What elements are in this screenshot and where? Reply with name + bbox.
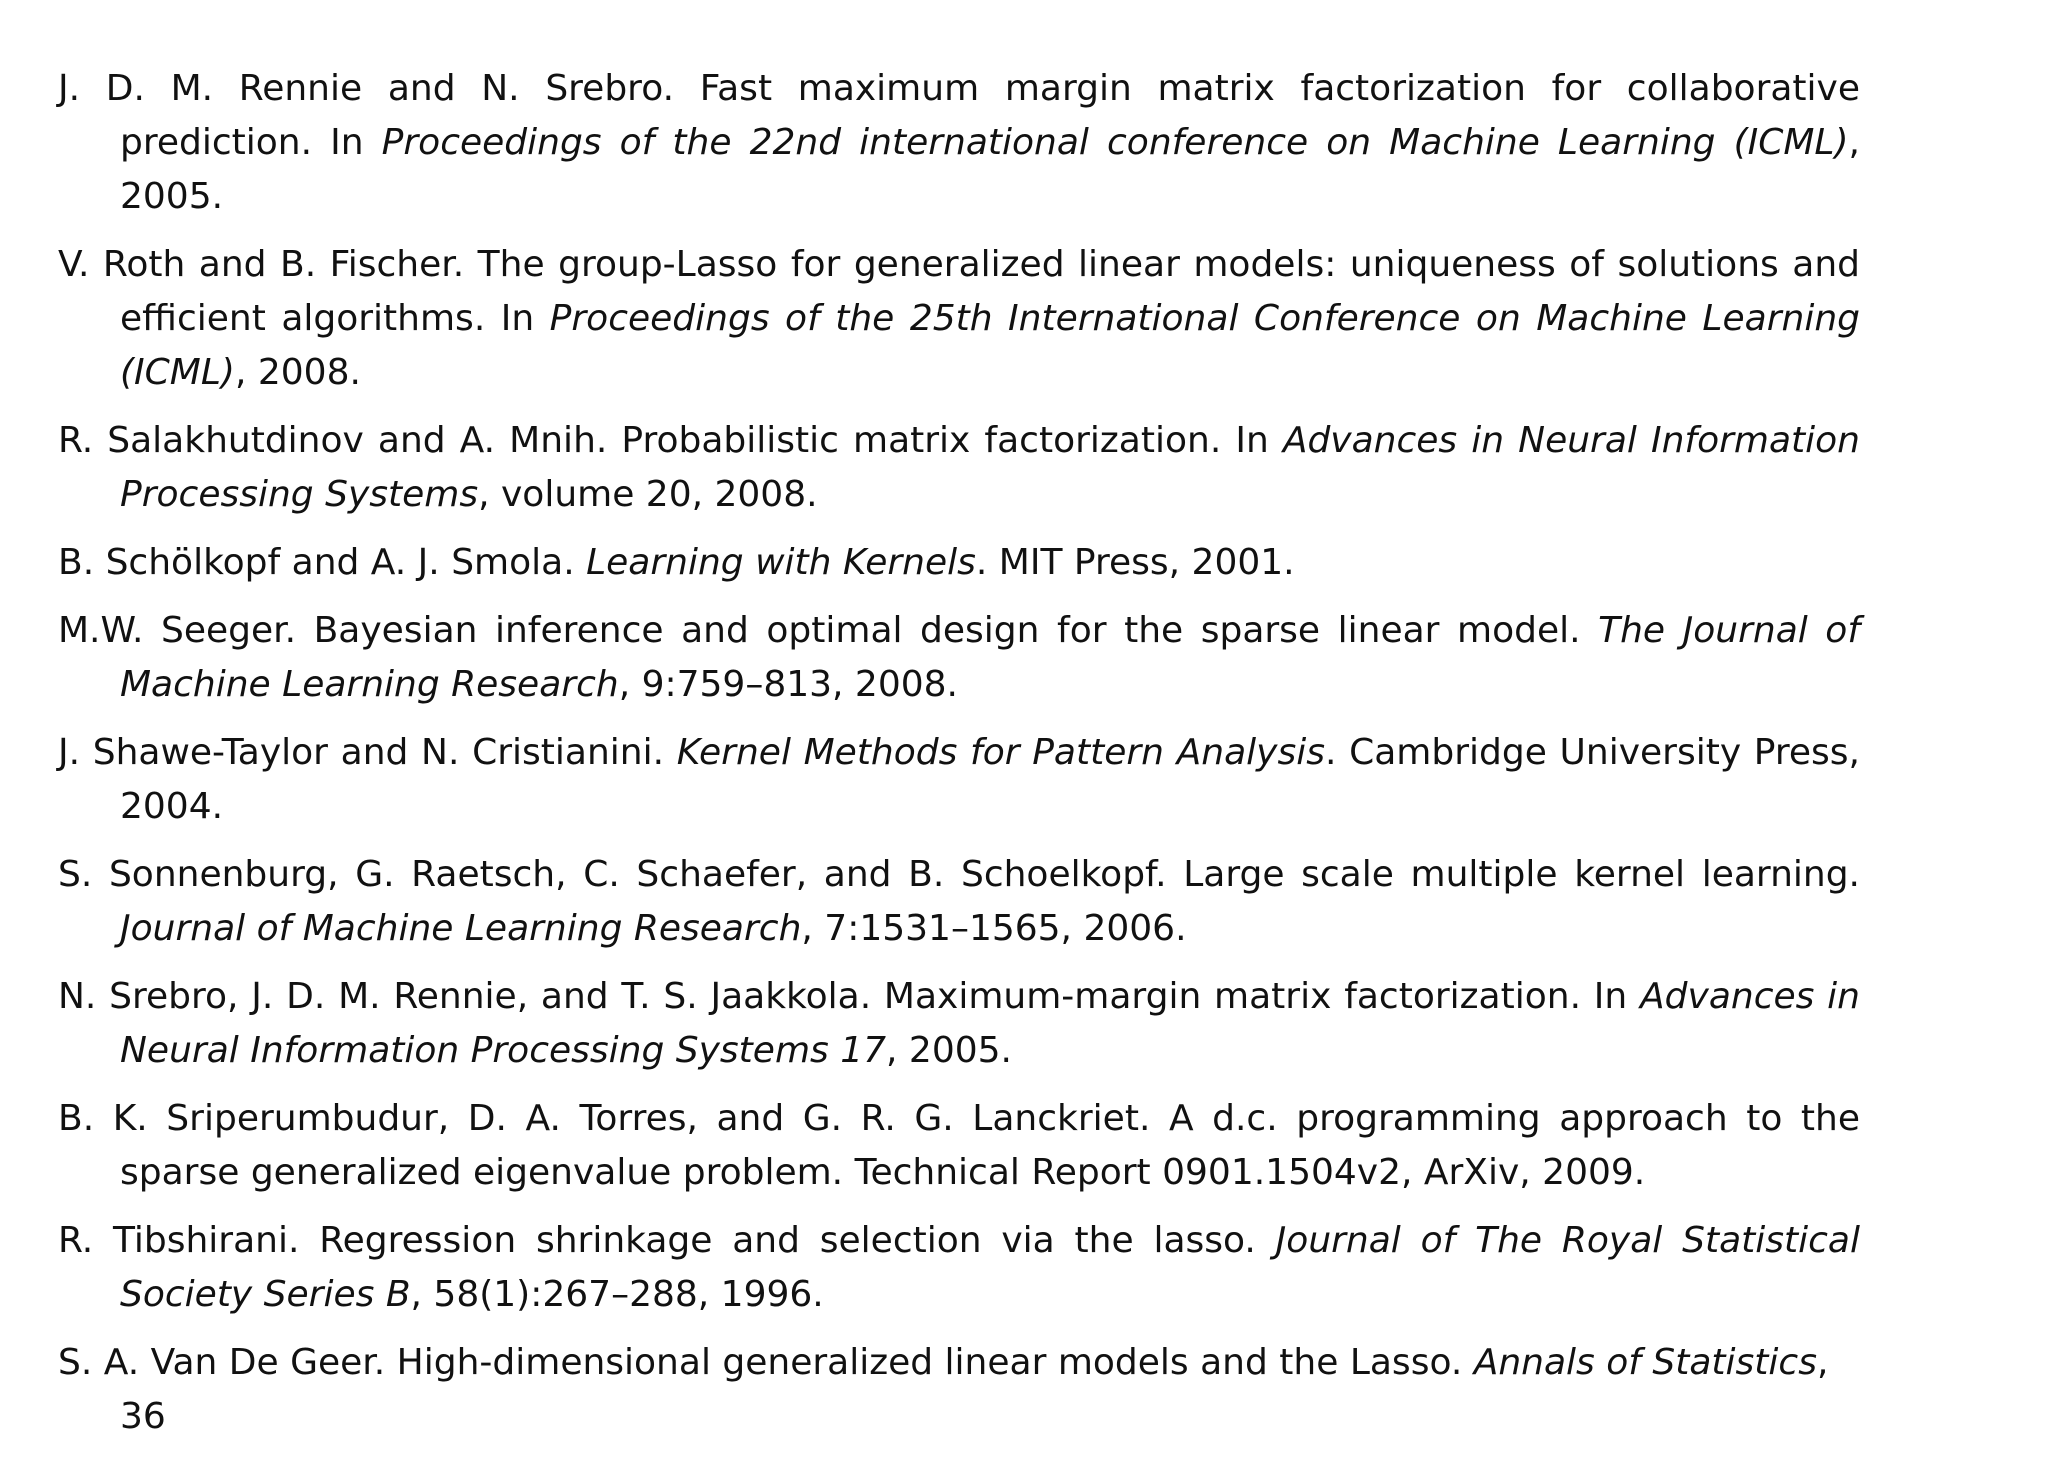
reference-venue: Advances in Neural Information Processing Systems 17	[120, 976, 1860, 1071]
reference-venue: Annals of Statistics	[1473, 1342, 1817, 1383]
reference-entry	[58, 1092, 1860, 1200]
reference-details: , 2005.	[120, 122, 1860, 217]
reference-authors-title: V. Roth and B. Fischer. The group-Lasso for generalized linear models: uniqueness of solutions and efficient algorithms. In	[58, 244, 1860, 339]
reference-venue: The Journal of Machine Learning Research	[120, 610, 1861, 705]
reference-venue: Advances in Neural Information Processing Systems	[120, 420, 1860, 515]
reference-details: , 58(1):267–288, 1996.	[410, 1274, 824, 1315]
reference-authors-title: R. Tibshirani. Regression shrinkage and selection via the lasso.	[58, 1220, 1276, 1261]
reference-entry	[58, 970, 1860, 1078]
reference-authors-title: R. Salakhutdinov and A. Mnih. Probabilistic matrix factorization. In	[58, 420, 1283, 461]
reference-authors-title: B. K. Sriperumbudur, D. A. Torres, and G. R. G. Lanckriet. A d.c. programming approach to the sparse generalized eigenvalue problem. Technical Report 0901.1504v2, ArXiv, 2009.	[58, 1098, 1860, 1193]
reference-venue: Proceedings of the 22nd international conference on Machine Learning (ICML)	[381, 122, 1849, 163]
reference-authors-title: M.W. Seeger. Bayesian inference and optimal design for the sparse linear model.	[58, 610, 1599, 651]
reference-entry	[58, 848, 1860, 956]
reference-entry	[58, 62, 1860, 224]
reference-details: , volume 20, 2008.	[478, 474, 818, 515]
reference-authors-title: J. D. M. Rennie and N. Srebro. Fast maximum margin matrix factorization for collaborative prediction. In	[58, 68, 1860, 163]
reference-details: , 36	[120, 1342, 1829, 1437]
reference-venue: Journal of Machine Learning Research	[120, 908, 802, 949]
reference-venue: Learning with Kernels	[586, 542, 976, 583]
reference-details: , 9:759–813, 2008.	[618, 664, 958, 705]
reference-authors-title: B. Schölkopf and A. J. Smola.	[58, 542, 587, 583]
reference-details: . MIT Press, 2001.	[975, 542, 1295, 583]
reference-authors-title: N. Srebro, J. D. M. Rennie, and T. S. Jaakkola. Maximum-margin matrix factorization. In	[58, 976, 1641, 1017]
reference-venue: Journal of The Royal Statistical Society Series B	[120, 1220, 1860, 1315]
reference-details: , 2005.	[886, 1030, 1012, 1071]
reference-list	[58, 62, 1860, 1458]
reference-entry	[58, 238, 1860, 400]
reference-details: , 2008.	[234, 352, 361, 393]
reference-details: . Cambridge University Press, 2004.	[120, 732, 1860, 827]
reference-details: , 7:1531–1565, 2006.	[801, 908, 1187, 949]
reference-entry	[58, 536, 1860, 590]
reference-entry	[58, 414, 1860, 522]
reference-venue: Kernel Methods for Pattern Analysis	[676, 732, 1325, 773]
reference-authors-title: S. A. Van De Geer. High-dimensional generalized linear models and the Lasso.	[58, 1342, 1474, 1383]
reference-entry	[58, 726, 1860, 834]
reference-entry	[58, 1336, 1860, 1444]
reference-entry	[58, 1214, 1860, 1322]
reference-entry	[58, 604, 1860, 712]
reference-authors-title: S. Sonnenburg, G. Raetsch, C. Schaefer, and B. Schoelkopf. Large scale multiple kernel learning.	[58, 854, 1860, 895]
reference-authors-title: J. Shawe-Taylor and N. Cristianini.	[58, 732, 677, 773]
reference-venue: Proceedings of the 25th International Conference on Machine Learning (ICML)	[120, 298, 1860, 393]
